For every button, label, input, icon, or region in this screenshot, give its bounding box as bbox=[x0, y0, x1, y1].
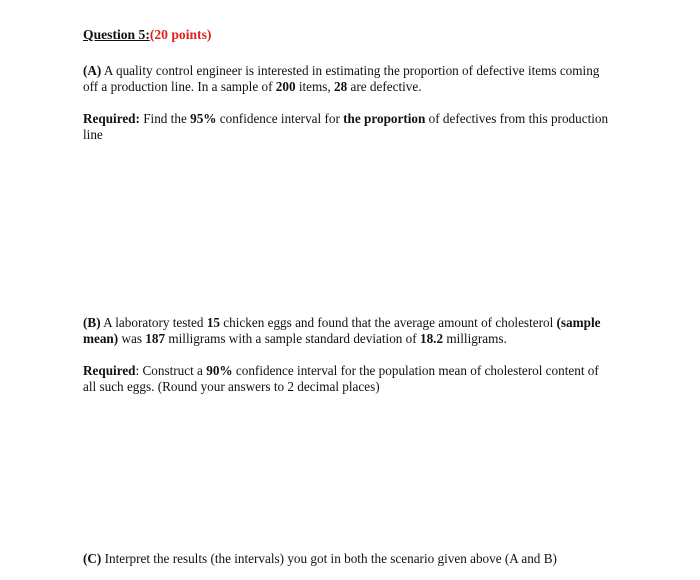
part-b-paragraph bbox=[83, 315, 613, 347]
required-label: Required: bbox=[83, 111, 140, 126]
sd-value: 18.2 bbox=[419, 331, 444, 346]
question-points: (20 points) bbox=[149, 27, 212, 42]
part-c-label: (C) bbox=[83, 551, 102, 566]
required-text: : Construct a bbox=[135, 363, 207, 378]
confidence-level: 95% bbox=[190, 111, 217, 126]
sample-mean-label: (sample mean) bbox=[83, 315, 601, 346]
required-text: confidence interval for bbox=[216, 111, 344, 126]
required-text: Find the bbox=[139, 111, 191, 126]
part-c-text: Interpret the results (the intervals) you got in both the scenario given above (A and B) bbox=[101, 551, 557, 566]
required-text: of defectives from this production line bbox=[83, 111, 609, 142]
part-b-text: A laboratory tested bbox=[100, 315, 207, 330]
sample-size: 200 bbox=[275, 79, 296, 94]
sample-size: 15 bbox=[206, 315, 220, 330]
part-b-text: chicken eggs and found that the average amount of cholesterol bbox=[220, 315, 557, 330]
required-label: Required bbox=[83, 363, 136, 378]
part-c-paragraph bbox=[83, 551, 613, 567]
part-b-text: was bbox=[118, 331, 146, 346]
part-a-required bbox=[83, 111, 613, 143]
part-a-text: are defective. bbox=[347, 79, 422, 94]
mean-value: 187 bbox=[145, 331, 166, 346]
question-label: Question 5: bbox=[83, 27, 150, 42]
question-title bbox=[83, 27, 211, 43]
part-a-label: (A) bbox=[83, 63, 102, 78]
part-a-text: items, bbox=[295, 79, 335, 94]
defect-count: 28 bbox=[334, 79, 348, 94]
part-b-required bbox=[83, 363, 613, 395]
confidence-level: 90% bbox=[206, 363, 233, 378]
part-b-text: milligrams with a sample standard deviation of bbox=[165, 331, 420, 346]
required-emphasis: the proportion bbox=[343, 111, 426, 126]
part-a-text: A quality control engineer is interested in estimating the proportion of defective items coming off a production line. In a sample of bbox=[83, 63, 600, 94]
part-b-text: milligrams. bbox=[443, 331, 507, 346]
required-text: confidence interval for the population mean of cholesterol content of all such eggs. (Round your answers to 2 decimal places) bbox=[83, 363, 599, 394]
part-a-paragraph bbox=[83, 63, 613, 95]
part-b-label: (B) bbox=[83, 315, 101, 330]
